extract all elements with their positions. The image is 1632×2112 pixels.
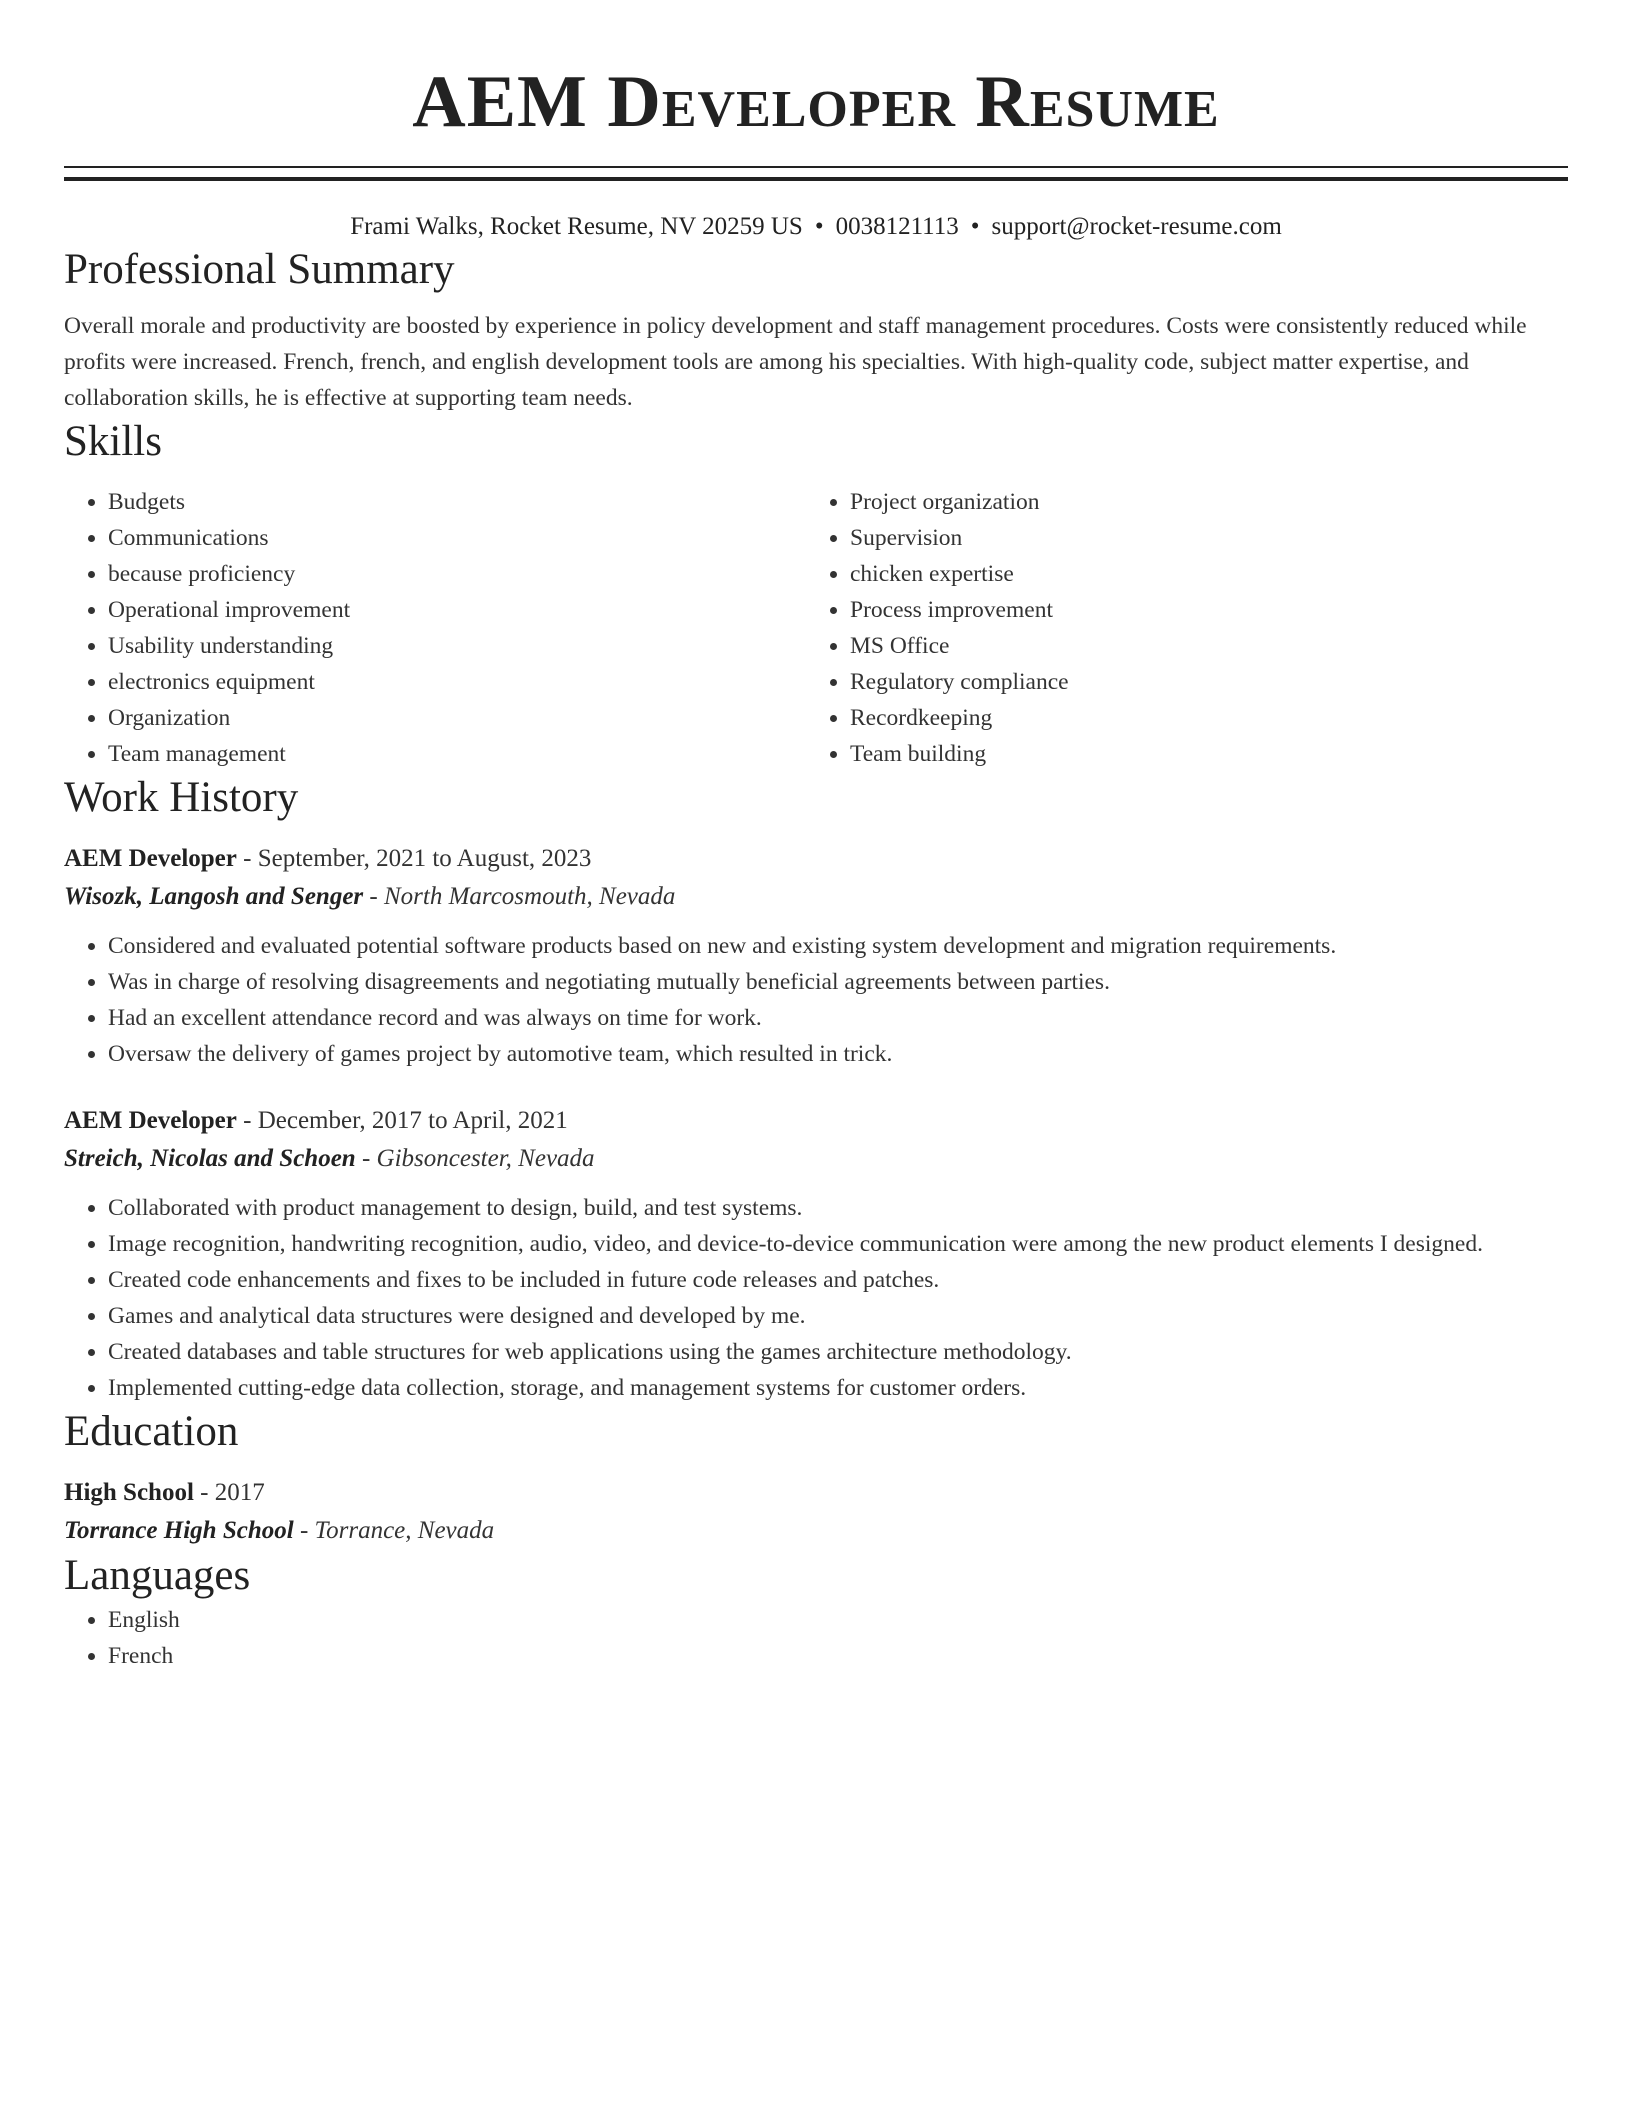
job-location: Gibsoncester, Nevada — [376, 1145, 595, 1172]
contact-address: Frami Walks, Rocket Resume, NV 20259 US — [350, 213, 803, 240]
title-divider — [64, 166, 1568, 181]
job-dash: - — [236, 1107, 258, 1134]
skill-item: • chicken expertise — [850, 556, 1548, 592]
job-duties — [64, 928, 1568, 1072]
education-heading: Education — [64, 1408, 239, 1455]
skill-item: • because proficiency — [108, 556, 806, 592]
skill-item: • electronics equipment — [108, 664, 806, 700]
education-entry — [64, 1474, 1568, 1550]
job-dates: September, 2021 to August, 2023 — [257, 845, 592, 872]
job-location: North Marcosmouth, Nevada — [383, 883, 676, 910]
job-duty: • Collaborated with product management to design, build, and test systems. — [108, 1190, 1568, 1226]
skill-item: • Project organization — [850, 484, 1548, 520]
job-dash: - — [236, 845, 258, 872]
job-entry — [64, 1102, 1568, 1406]
job-dash: - — [355, 1145, 377, 1172]
job-dates: December, 2017 to April, 2021 — [257, 1107, 568, 1134]
job-duties — [64, 1190, 1568, 1406]
job-duty: • Image recognition, handwriting recognition, audio, video, and device-to-device communication were among the new product elements I designed. — [108, 1226, 1568, 1262]
skill-item: • Organization — [108, 700, 806, 736]
education-school: Torrance High School — [64, 1517, 294, 1544]
skill-item: • Operational improvement — [108, 592, 806, 628]
skills-grid — [64, 484, 1568, 772]
skills-list-right — [806, 484, 1548, 772]
job-duty: • Considered and evaluated potential software products based on new and existing system development and migration requirements. — [108, 928, 1568, 964]
job-title: AEM Developer — [64, 1107, 237, 1134]
languages-list — [64, 1602, 1568, 1674]
skill-item: • Usability understanding — [108, 628, 806, 664]
job-duty: • Was in charge of resolving disagreements and negotiating mutually beneficial agreements between parties. — [108, 964, 1568, 1000]
job-duty: • Created databases and table structures for web applications using the games architecture methodology. — [108, 1334, 1568, 1370]
job-duty: • Games and analytical data structures were designed and developed by me. — [108, 1298, 1568, 1334]
summary-text: Overall morale and productivity are boosted by experience in policy development and staff management procedures. Costs were consistently reduced while profits were increased. French, french, and english development tools are among his specialties. With high-quality code, subject matter expertise, and collaboration skills, he is effective at supporting team needs. — [64, 313, 1527, 411]
job-duty: • Had an excellent attendance record and was always on time for work. — [108, 1000, 1568, 1036]
skill-item: • Supervision — [850, 520, 1548, 556]
languages-heading: Languages — [64, 1552, 251, 1599]
work-history-heading: Work History — [64, 774, 299, 821]
job-entry — [64, 840, 1568, 1072]
job-company: Streich, Nicolas and Schoen — [64, 1145, 356, 1172]
contact-separator: • — [970, 213, 980, 240]
job-title-line — [64, 840, 1568, 878]
skill-item: • Regulatory compliance — [850, 664, 1548, 700]
education-dash: - — [193, 1479, 215, 1506]
contact-line — [64, 210, 1568, 244]
skill-item: • MS Office — [850, 628, 1548, 664]
education-school-line — [64, 1512, 1568, 1550]
education-degree-line — [64, 1474, 1568, 1512]
skills-column-right — [806, 484, 1548, 772]
resume-title: AEM Developer Resume — [412, 61, 1220, 143]
skill-item: • Team building — [850, 736, 1548, 772]
job-duty: • Created code enhancements and fixes to be included in future code releases and patches. — [108, 1262, 1568, 1298]
contact-separator: • — [814, 213, 824, 240]
skill-item: • Process improvement — [850, 592, 1548, 628]
education-year: 2017 — [214, 1479, 265, 1506]
job-duty: • Oversaw the delivery of games project by automotive team, which resulted in trick. — [108, 1036, 1568, 1072]
skills-heading: Skills — [64, 418, 162, 465]
summary-heading: Professional Summary — [64, 246, 455, 293]
education-dash: - — [293, 1517, 315, 1544]
skill-item: • Budgets — [108, 484, 806, 520]
skill-item: • Recordkeeping — [850, 700, 1548, 736]
job-company-line — [64, 878, 1568, 916]
contact-phone: 0038121113 — [835, 213, 959, 240]
job-title: AEM Developer — [64, 845, 237, 872]
job-company: Wisozk, Langosh and Senger — [64, 883, 364, 910]
language-item: • French — [108, 1638, 1568, 1674]
job-duty: • Implemented cutting-edge data collection, storage, and management systems for customer orders. — [108, 1370, 1568, 1406]
job-company-line — [64, 1140, 1568, 1178]
skills-column-left — [64, 484, 806, 772]
education-degree: High School — [64, 1479, 194, 1506]
job-title-line — [64, 1102, 1568, 1140]
skill-item: • Team management — [108, 736, 806, 772]
skill-item: • Communications — [108, 520, 806, 556]
skills-list-left — [64, 484, 806, 772]
contact-email: support@rocket-resume.com — [991, 213, 1282, 240]
job-dash: - — [363, 883, 384, 910]
education-location: Torrance, Nevada — [314, 1517, 495, 1544]
language-item: • English — [108, 1602, 1568, 1638]
